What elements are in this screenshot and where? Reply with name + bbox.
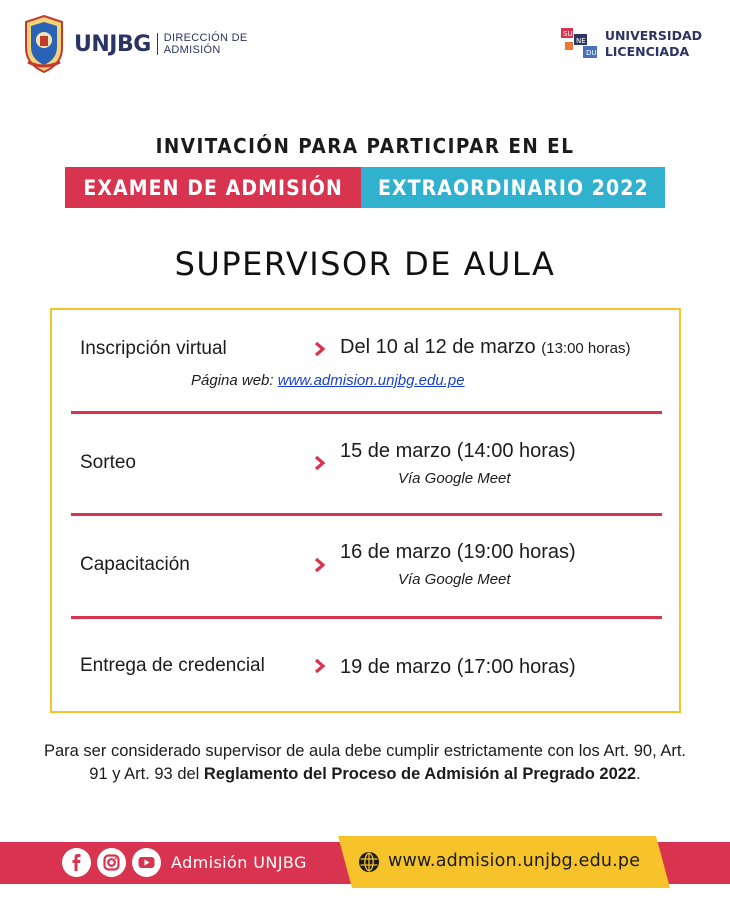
extraordinary-band <box>361 167 665 208</box>
invitation-title: INVITACIÓN PARA PARTICIPAR EN EL <box>155 134 575 158</box>
department-line-1: DIRECCIÓN DE <box>163 32 248 44</box>
credential-label: Entrega de credencial <box>80 655 265 676</box>
note-regulation: Reglamento del Proceso de Admisión al Pregrado 2022 <box>203 765 637 783</box>
chevron-right-icon <box>314 455 326 471</box>
social-handle: Admisión UNJBG <box>171 853 307 872</box>
registration-label: Inscripción virtual <box>80 338 227 359</box>
department-line-2: ADMISIÓN <box>163 44 221 56</box>
requirements-note <box>40 740 690 786</box>
chevron-right-icon <box>314 557 326 573</box>
exam-band-text: EXAMEN DE ADMISIÓN <box>83 175 343 200</box>
web-line <box>191 372 465 389</box>
web-separator: : <box>269 372 278 389</box>
sunedu-text-su: SU <box>562 30 573 38</box>
licensed-text <box>605 28 702 60</box>
draw-note: Vía Google Meet <box>398 470 511 487</box>
sunedu-text-du: DU <box>585 49 597 57</box>
registration-time: (13:00 horas) <box>541 340 631 357</box>
training-label: Capacitación <box>80 554 190 575</box>
role-title: SUPERVISOR DE AULA <box>174 245 556 283</box>
draw-value: 15 de marzo (14:00 horas) <box>340 440 576 462</box>
schedule-box <box>50 308 681 713</box>
exam-band <box>65 167 361 208</box>
website-url[interactable]: www.admision.unjbg.edu.pe <box>388 851 641 871</box>
registration-value <box>340 336 630 359</box>
registration-date: Del 10 al 12 de marzo <box>340 336 536 358</box>
web-label: Página web <box>191 372 270 389</box>
sunedu-logo <box>561 24 599 64</box>
training-value: 16 de marzo (19:00 horas) <box>340 541 576 563</box>
department-name <box>164 32 248 56</box>
note-text: Para ser considerado supervisor de aula debe cumplir estrictamente con los Art. 90, Art. 91 y Art. 93 del <box>44 742 686 783</box>
licensed-line-1: UNIVERSIDAD <box>604 28 702 43</box>
chevron-right-icon <box>314 658 326 674</box>
chevron-right-icon <box>314 341 326 357</box>
sunedu-text-ne: NE <box>575 37 586 45</box>
licensed-line-2: LICENCIADA <box>604 44 690 59</box>
licensed-badge <box>561 24 702 64</box>
unjbg-logo <box>22 14 247 74</box>
seal-logo <box>22 14 66 74</box>
note-end: . <box>636 765 641 783</box>
row-divider <box>71 616 662 619</box>
row-divider <box>71 411 662 414</box>
instagram-icon[interactable] <box>97 848 126 877</box>
social-links <box>62 848 307 877</box>
web-link[interactable]: www.admision.unjbg.edu.pe <box>277 372 465 389</box>
globe-icon <box>358 851 380 873</box>
extraordinary-band-text: EXTRAORDINARIO 2022 <box>377 175 649 200</box>
training-note: Vía Google Meet <box>398 571 511 588</box>
credential-value: 19 de marzo (17:00 horas) <box>340 656 576 678</box>
youtube-icon[interactable] <box>132 848 161 877</box>
brand-name: UNJBG <box>74 31 151 57</box>
row-divider <box>71 513 662 516</box>
header-separator <box>157 33 158 55</box>
facebook-icon[interactable] <box>62 848 91 877</box>
draw-label: Sorteo <box>80 452 136 473</box>
